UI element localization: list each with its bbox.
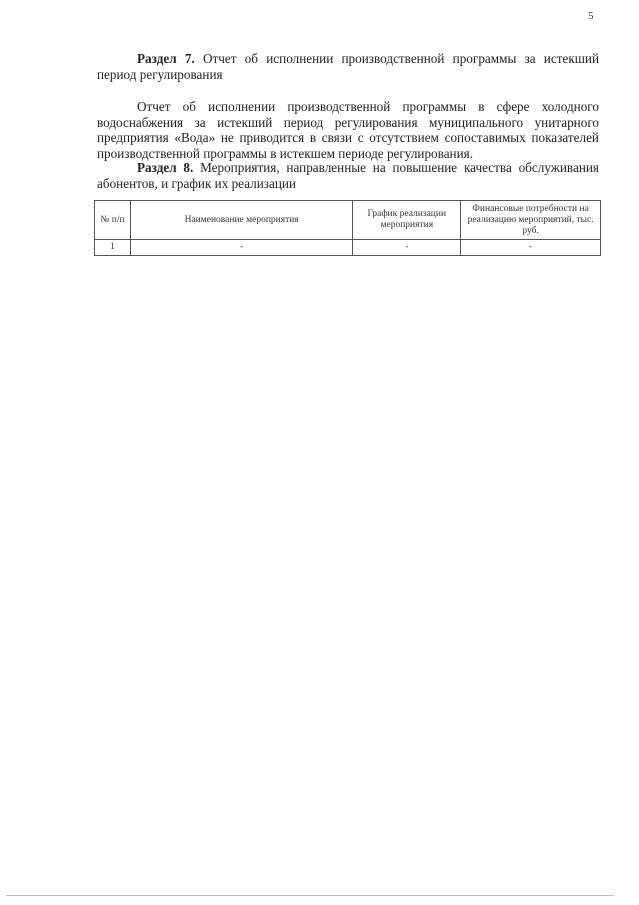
section-7-heading: [97, 51, 599, 82]
table-row: [95, 240, 601, 256]
cell-measure-name: -: [130, 240, 352, 256]
section-8-title: Мероприятия, направленные на повышение качества обслуживания абонентов, и график их реализации: [97, 160, 599, 191]
section-7-label: Раздел 7.: [137, 51, 195, 66]
header-financial-needs: Финансовые потребности на реализацию мероприятий, тыс. руб.: [461, 201, 601, 240]
section-8-label: Раздел 8.: [137, 160, 194, 175]
measures-table: [94, 200, 601, 256]
scan-edge-line: [6, 895, 614, 896]
section-8-heading: [97, 160, 599, 191]
page-number: 5: [588, 10, 594, 22]
header-schedule: График реализации мероприятия: [353, 201, 461, 240]
section-7-title: Отчет об исполнении производственной программы за истекший период регулирования: [97, 51, 600, 82]
cell-financial-needs: -: [461, 240, 601, 256]
table-header-row: [95, 201, 601, 240]
cell-schedule: -: [353, 240, 461, 256]
section-7-body: Отчет об исполнении производственной программы в сфере холодного водоснабжения за истекший период регулирования муниципального унитарного предприятия «Вода» не приводится в связи с отсутствием сопоставимых показателей производственной программы в истекшем периоде регулирования.: [97, 99, 599, 161]
header-measure-name: Наименование мероприятия: [130, 201, 352, 240]
cell-number: 1: [95, 240, 131, 256]
header-number: № п/п: [95, 201, 131, 240]
